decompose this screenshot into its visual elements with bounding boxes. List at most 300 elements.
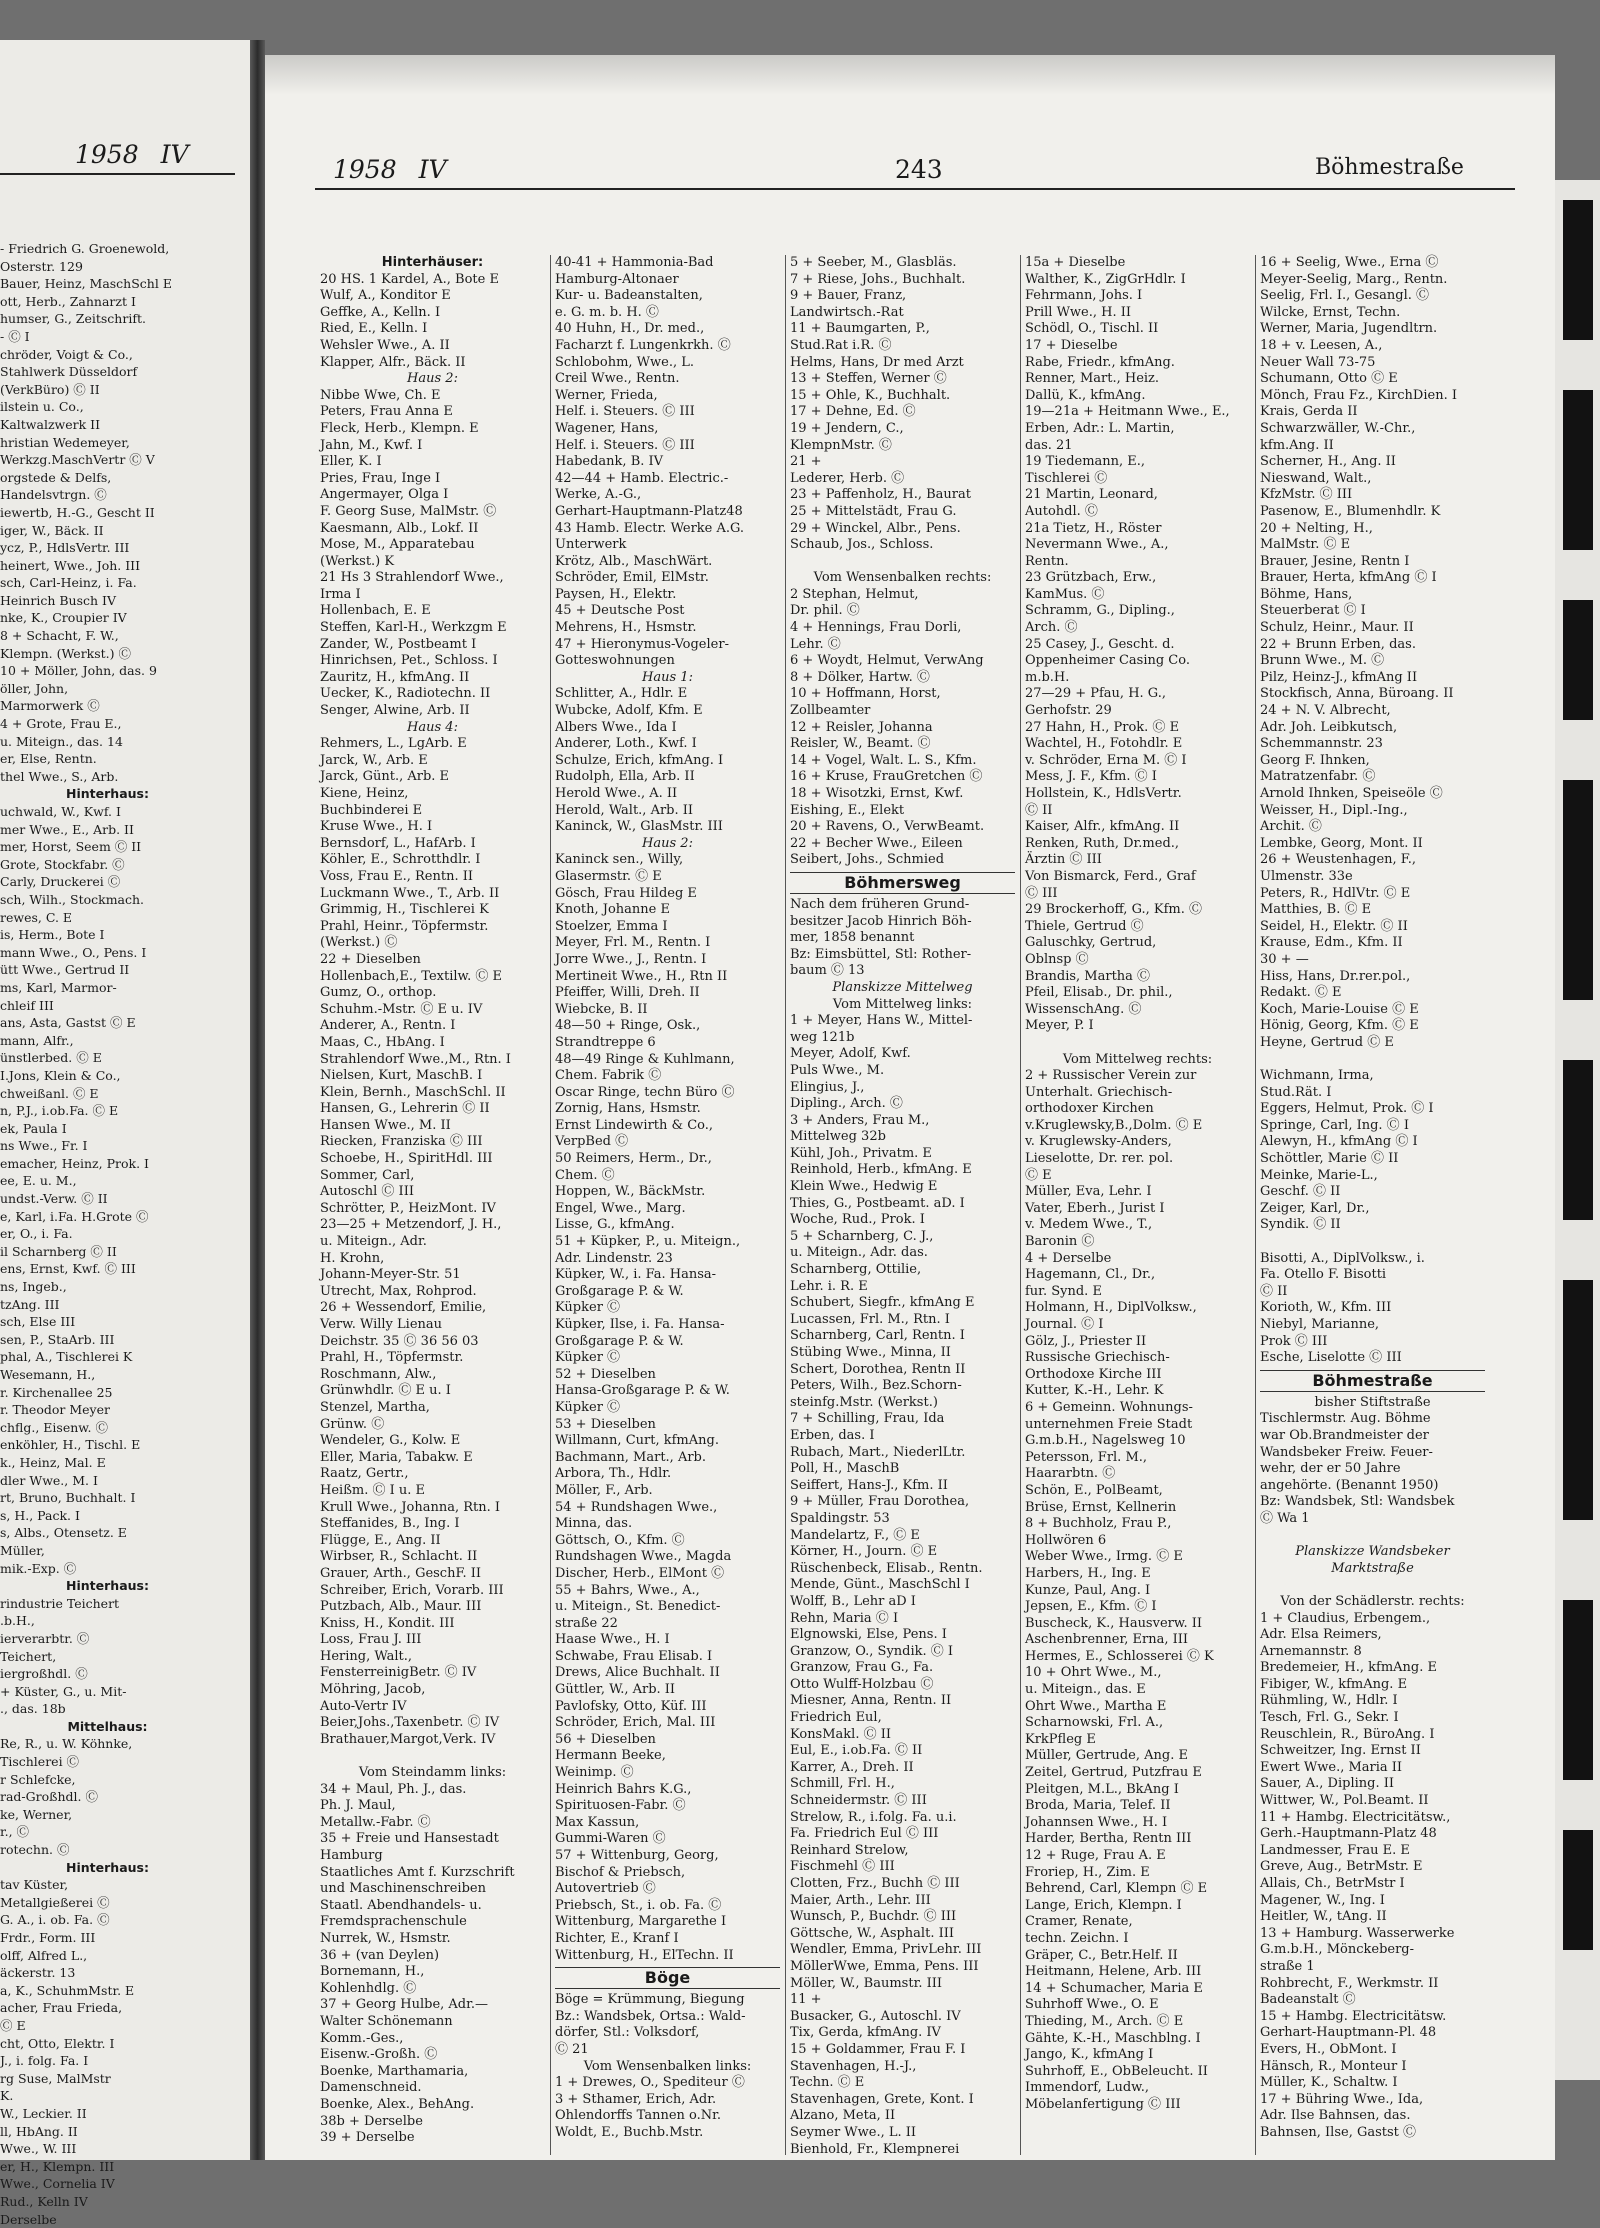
directory-entry: Großgarage P. & W. bbox=[555, 1284, 780, 1301]
directory-entry: Johann-Meyer-Str. 51 bbox=[320, 1267, 545, 1284]
directory-entry: 22 + Brunn Erben, das. bbox=[1260, 637, 1485, 654]
directory-entry: - Ⓒ I bbox=[0, 328, 215, 346]
directory-entry: Ernst Lindewirth & Co., bbox=[555, 1118, 780, 1135]
directory-entry: Rohbrecht, F., Werkmstr. II bbox=[1260, 1976, 1485, 1993]
directory-entry: Elingius, J., bbox=[790, 1080, 1015, 1097]
directory-entry: 6 + Woydt, Helmut, VerwAng bbox=[790, 653, 1015, 670]
directory-entry: K. bbox=[0, 2087, 215, 2105]
directory-entry: Rüschenbeck, Elisab., Rentn. bbox=[790, 1561, 1015, 1578]
section-subheading: Hinterhaus: bbox=[0, 1859, 215, 1877]
directory-entry: nke, K., Croupier IV bbox=[0, 609, 215, 627]
directory-entry: Miesner, Anna, Rentn. II bbox=[790, 1693, 1015, 1710]
directory-entry: und Maschinenschreiben bbox=[320, 1881, 545, 1898]
directory-entry: 19 + Jendern, C., bbox=[790, 421, 1015, 438]
directory-entry: Cramer, Renate, bbox=[1025, 1914, 1250, 1931]
directory-entry: Putzbach, Alb., Maur. III bbox=[320, 1599, 545, 1616]
directory-entry: Scherner, H., Ang. II bbox=[1260, 454, 1485, 471]
directory-entry: Von der Schädlerstr. rechts: bbox=[1260, 1594, 1485, 1611]
directory-entry: Nach dem früheren Grund- bbox=[790, 897, 1015, 914]
left-volume: IV bbox=[161, 140, 189, 169]
column-1 bbox=[320, 255, 545, 2147]
directory-entry: 18 + Wisotzki, Ernst, Kwf. bbox=[790, 786, 1015, 803]
directory-entry: r., Ⓒ bbox=[0, 1823, 215, 1841]
directory-entry: sch, Else III bbox=[0, 1313, 215, 1331]
street-heading: Böge bbox=[555, 1967, 780, 1989]
directory-entry: baum Ⓒ 13 bbox=[790, 963, 1015, 980]
directory-entry: Gerhart-Hauptmann-Platz48 bbox=[555, 504, 780, 521]
left-page bbox=[0, 40, 250, 2160]
directory-entry: Brüse, Ernst, Kellnerin bbox=[1025, 1500, 1250, 1517]
directory-entry: Rudolph, Ella, Arb. II bbox=[555, 769, 780, 786]
directory-entry: Ⓒ II bbox=[1025, 803, 1250, 820]
directory-entry: Magener, W., Ing. I bbox=[1260, 1893, 1485, 1910]
directory-entry: Wichmann, Irma, bbox=[1260, 1068, 1485, 1085]
directory-entry: Werner, Maria, Jugendltrn. bbox=[1260, 321, 1485, 338]
directory-entry: MalMstr. Ⓒ E bbox=[1260, 537, 1485, 554]
directory-entry: techn. Zeichn. I bbox=[1025, 1931, 1250, 1948]
directory-entry: Gösch, Frau Hildeg E bbox=[555, 886, 780, 903]
directory-entry: Lehr. i. R. E bbox=[790, 1279, 1015, 1296]
directory-entry: Walther, K., ZigGrHdlr. I bbox=[1025, 272, 1250, 289]
left-page-header bbox=[75, 140, 189, 169]
directory-entry: Schumann, Otto Ⓒ E bbox=[1260, 371, 1485, 388]
street-heading: Böhmersweg bbox=[790, 872, 1015, 894]
directory-entry: Rundshagen Wwe., Magda bbox=[555, 1549, 780, 1566]
directory-entry: Peters, Frau Anna E bbox=[320, 404, 545, 421]
directory-entry: Brauer, Jesine, Rentn I bbox=[1260, 554, 1485, 571]
directory-entry: ns, Ingeb., bbox=[0, 1278, 215, 1296]
directory-entry: Müller, Gertrude, Ang. E bbox=[1025, 1748, 1250, 1765]
directory-entry: 20 HS. 1 Kardel, A., Bote E bbox=[320, 272, 545, 289]
directory-entry: Gotteswohnungen bbox=[555, 653, 780, 670]
directory-entry: unternehmen Freie Stadt bbox=[1025, 1417, 1250, 1434]
directory-entry: 55 + Bahrs, Wwe., A., bbox=[555, 1583, 780, 1600]
directory-entry: u. Miteign., das. 14 bbox=[0, 733, 215, 751]
directory-entry: 8 + Dölker, Hartw. Ⓒ bbox=[790, 670, 1015, 687]
directory-entry: Klein Wwe., Hedwig E bbox=[790, 1179, 1015, 1196]
directory-entry: angehörte. (Benannt 1950) bbox=[1260, 1478, 1485, 1495]
directory-entry: Schramm, G., Dipling., bbox=[1025, 603, 1250, 620]
directory-entry: hristian Wedemeyer, bbox=[0, 434, 215, 452]
directory-entry: Böge = Krümmung, Biegung bbox=[555, 1992, 780, 2009]
directory-entry: er, O., i. Fa. bbox=[0, 1225, 215, 1243]
directory-entry: Reinhard Strelow, bbox=[790, 1843, 1015, 1860]
directory-entry: Zeitel, Gertrud, Putzfrau E bbox=[1025, 1765, 1250, 1782]
directory-entry: Kohlenhdlg. Ⓒ bbox=[320, 1981, 545, 1998]
directory-entry: Mose, M., Apparatebau bbox=[320, 537, 545, 554]
directory-entry: Prahl, Heinr., Töpfermstr. bbox=[320, 919, 545, 936]
directory-entry: + Küster, G., u. Mit- bbox=[0, 1683, 215, 1701]
directory-entry: Hinrichsen, Pet., Schloss. I bbox=[320, 653, 545, 670]
directory-entry: Hansen, G., Lehrerin Ⓒ II bbox=[320, 1101, 545, 1118]
directory-entry: Ⓒ Wa 1 bbox=[1260, 1511, 1485, 1528]
directory-entry: dler Wwe., M. I bbox=[0, 1472, 215, 1490]
directory-entry: 22 + Becher Wwe., Eileen bbox=[790, 836, 1015, 853]
directory-entry: Brandis, Martha Ⓒ bbox=[1025, 969, 1250, 986]
directory-entry: tav Küster, bbox=[0, 1876, 215, 1894]
directory-entry: Reisler, W., Beamt. Ⓒ bbox=[790, 736, 1015, 753]
directory-entry: Rühmling, W., Hdlr. I bbox=[1260, 1693, 1485, 1710]
directory-entry: Zeiger, Karl, Dr., bbox=[1260, 1201, 1485, 1218]
directory-entry: er, Else, Rentn. bbox=[0, 750, 215, 768]
directory-entry: KfzMstr. Ⓒ III bbox=[1260, 487, 1485, 504]
directory-entry: KrkPfleg E bbox=[1025, 1732, 1250, 1749]
directory-entry: Steffen, Karl-H., Werkzgm E bbox=[320, 620, 545, 637]
directory-entry: Mess, J. F., Kfm. Ⓒ I bbox=[1025, 769, 1250, 786]
directory-entry: ans, Asta, Gastst Ⓒ E bbox=[0, 1014, 215, 1032]
directory-entry: Wubcke, Adolf, Kfm. E bbox=[555, 703, 780, 720]
directory-entry: Köhler, E., Schrotthdlr. I bbox=[320, 852, 545, 869]
right-page bbox=[265, 55, 1555, 2160]
directory-entry bbox=[1260, 1528, 1485, 1545]
directory-entry: olff, Alfred L., bbox=[0, 1947, 215, 1965]
directory-entry: Schweitzer, Ing. Ernst II bbox=[1260, 1743, 1485, 1760]
directory-entry: Heyne, Gertrud Ⓒ E bbox=[1260, 1035, 1485, 1052]
directory-entry: Krause, Edm., Kfm. II bbox=[1260, 935, 1485, 952]
directory-entry: u. Miteign., Adr. bbox=[320, 1234, 545, 1251]
directory-entry: Mittelweg 32b bbox=[790, 1129, 1015, 1146]
directory-entry: W., Leckier. II bbox=[0, 2105, 215, 2123]
directory-entry: Schneidermstr. Ⓒ III bbox=[790, 1793, 1015, 1810]
directory-entry: Boenke, Marthamaria, bbox=[320, 2064, 545, 2081]
directory-entry: Arbora, Th., Hdlr. bbox=[555, 1466, 780, 1483]
directory-entry: 3 + Sthamer, Erich, Adr. bbox=[555, 2092, 780, 2109]
directory-entry: Herold, Walt., Arb. II bbox=[555, 803, 780, 820]
directory-entry: äckerstr. 13 bbox=[0, 1964, 215, 1982]
directory-entry: Pfeiffer, Willi, Dreh. II bbox=[555, 985, 780, 1002]
directory-entry: 38b + Derselbe bbox=[320, 2114, 545, 2131]
directory-entry: G.m.b.H., Nagelsweg 10 bbox=[1025, 1433, 1250, 1450]
directory-entry: Autoschl Ⓒ III bbox=[320, 1184, 545, 1201]
directory-entry: a, K., SchuhmMstr. E bbox=[0, 1982, 215, 2000]
left-header-rule bbox=[0, 173, 235, 175]
directory-entry: chflg., Eisenw. Ⓒ bbox=[0, 1419, 215, 1437]
directory-entry: Prill Wwe., H. II bbox=[1025, 305, 1250, 322]
edge-mark bbox=[1563, 1060, 1593, 1220]
directory-entry: humser, G., Zeitschrift. bbox=[0, 310, 215, 328]
directory-entry: Müller, K., Schaltw. I bbox=[1260, 2075, 1485, 2092]
directory-entry: Heinrich Busch IV bbox=[0, 592, 215, 610]
directory-entry: Hoppen, W., BäckMstr. bbox=[555, 1184, 780, 1201]
directory-entry: Nieswand, Walt., bbox=[1260, 471, 1485, 488]
directory-entry: Wendeler, G., Kolw. E bbox=[320, 1433, 545, 1450]
directory-entry: Wulf, A., Konditor E bbox=[320, 288, 545, 305]
directory-entry: Jarck, W., Arb. E bbox=[320, 753, 545, 770]
directory-entry: Ärztin Ⓒ III bbox=[1025, 852, 1250, 869]
directory-entry: Grote, Stockfabr. Ⓒ bbox=[0, 856, 215, 874]
directory-entry: Facharzt f. Lungenkrkh. Ⓒ bbox=[555, 338, 780, 355]
directory-entry: Seidel, H., Elektr. Ⓒ II bbox=[1260, 919, 1485, 936]
directory-entry: Frdr., Form. III bbox=[0, 1929, 215, 1947]
directory-entry: 21 Hs 3 Strahlendorf Wwe., bbox=[320, 570, 545, 587]
street-heading: Böhmestraße bbox=[1260, 1370, 1485, 1392]
directory-entry: Autohdl. Ⓒ bbox=[1025, 504, 1250, 521]
directory-entry: il Scharnberg Ⓒ II bbox=[0, 1243, 215, 1261]
directory-entry: cht, Otto, Elektr. I bbox=[0, 2035, 215, 2053]
directory-entry: 57 + Wittenburg, Georg, bbox=[555, 1848, 780, 1865]
directory-entry: Dallü, K., kfmAng. bbox=[1025, 388, 1250, 405]
directory-entry: Kaninck, W., GlasMstr. III bbox=[555, 819, 780, 836]
directory-entry: Loss, Frau J. III bbox=[320, 1632, 545, 1649]
directory-entry: Eisenw.-Großh. Ⓒ bbox=[320, 2047, 545, 2064]
directory-entry: Ⓒ E bbox=[1025, 1168, 1250, 1185]
directory-entry: 26 + Wessendorf, Emilie, bbox=[320, 1300, 545, 1317]
directory-entry: Küpker Ⓒ bbox=[555, 1400, 780, 1417]
directory-entry: u. Miteign., St. Benedict- bbox=[555, 1599, 780, 1616]
directory-entry: Wehsler Wwe., A. II bbox=[320, 338, 545, 355]
directory-entry: Scharnberg, Carl, Rentn. I bbox=[790, 1328, 1015, 1345]
edge-mark bbox=[1563, 1830, 1593, 1950]
directory-entry: 22 + Dieselben bbox=[320, 952, 545, 969]
directory-entry: Wiebcke, B. II bbox=[555, 1002, 780, 1019]
directory-entry: Schert, Dorothea, Rentn II bbox=[790, 1362, 1015, 1379]
directory-entry: undst.-Verw. Ⓒ II bbox=[0, 1190, 215, 1208]
directory-entry: Froriep, H., Zim. E bbox=[1025, 1865, 1250, 1882]
directory-entry: thel Wwe., S., Arb. bbox=[0, 768, 215, 786]
directory-entry: Buchbinderei E bbox=[320, 803, 545, 820]
directory-entry: Wittenburg, H., ElTechn. II bbox=[555, 1948, 780, 1965]
directory-entry: Ohlendorffs Tannen o.Nr. bbox=[555, 2108, 780, 2125]
directory-entry: Gerhart-Hauptmann-Pl. 48 bbox=[1260, 2025, 1485, 2042]
directory-entry: 16 + Kruse, FrauGretchen Ⓒ bbox=[790, 769, 1015, 786]
directory-entry: Bachmann, Mart., Arb. bbox=[555, 1450, 780, 1467]
directory-entry: WissenschAng. Ⓒ bbox=[1025, 1002, 1250, 1019]
directory-entry: Pavlofsky, Otto, Küf. III bbox=[555, 1699, 780, 1716]
directory-entry: Russische Griechisch- bbox=[1025, 1350, 1250, 1367]
column-4 bbox=[1025, 255, 1250, 2114]
directory-entry: Marmorwerk Ⓒ bbox=[0, 697, 215, 715]
directory-entry: Wunsch, P., Buchdr. Ⓒ III bbox=[790, 1909, 1015, 1926]
directory-entry: besitzer Jacob Hinrich Böh- bbox=[790, 914, 1015, 931]
directory-entry: sen, P., StaArb. III bbox=[0, 1331, 215, 1349]
directory-entry: Hamburg-Altonaer bbox=[555, 272, 780, 289]
directory-entry: e. G. m. b. H. Ⓒ bbox=[555, 305, 780, 322]
directory-entry: Jorre Wwe., J., Rentn. I bbox=[555, 952, 780, 969]
directory-entry: Rubach, Mart., NiederlLtr. bbox=[790, 1445, 1015, 1462]
directory-entry: 1 + Drewes, O., Spediteur Ⓒ bbox=[555, 2075, 780, 2092]
directory-entry: Bornemann, H., bbox=[320, 1964, 545, 1981]
directory-entry: Paysen, H., Elektr. bbox=[555, 587, 780, 604]
directory-entry: Richter, E., Kranf I bbox=[555, 1931, 780, 1948]
page-number: 243 bbox=[895, 155, 943, 184]
directory-entry: Wirbser, R., Schlacht. II bbox=[320, 1549, 545, 1566]
directory-entry: 17 + Dehne, Ed. Ⓒ bbox=[790, 404, 1015, 421]
directory-entry: Schubert, Siegfr., kfmAng E bbox=[790, 1295, 1015, 1312]
left-year: 1958 bbox=[75, 140, 139, 169]
directory-entry: Seibert, Johs., Schmied bbox=[790, 852, 1015, 869]
directory-entry: v. Medem Wwe., T., bbox=[1025, 1217, 1250, 1234]
directory-entry: 29 Brockerhoff, G., Kfm. Ⓒ bbox=[1025, 902, 1250, 919]
directory-entry: Haase Wwe., H. I bbox=[555, 1632, 780, 1649]
directory-entry: ., das. 18b bbox=[0, 1700, 215, 1718]
directory-entry: Knoth, Johanne E bbox=[555, 902, 780, 919]
directory-entry: Schwarzwäller, W.-Chr., bbox=[1260, 421, 1485, 438]
directory-entry: Otto Wulff-Holzbau Ⓒ bbox=[790, 1677, 1015, 1694]
directory-entry: 25 Casey, J., Gescht. d. bbox=[1025, 637, 1250, 654]
directory-entry: Kühl, Joh., Privatm. E bbox=[790, 1146, 1015, 1163]
directory-entry: Herold Wwe., A. II bbox=[555, 786, 780, 803]
directory-entry: Krötz, Alb., MaschWärt. bbox=[555, 554, 780, 571]
directory-entry: 48—49 Ringe & Kuhlmann, bbox=[555, 1052, 780, 1069]
directory-entry: Eggers, Helmut, Prok. Ⓒ I bbox=[1260, 1101, 1485, 1118]
directory-entry: fur. Synd. E bbox=[1025, 1284, 1250, 1301]
directory-entry: Matratzenfabr. Ⓒ bbox=[1260, 769, 1485, 786]
directory-entry: Hönig, Georg, Kfm. Ⓒ E bbox=[1260, 1018, 1485, 1035]
directory-entry: k., Heinz, Mal. E bbox=[0, 1454, 215, 1472]
directory-entry: Schoebe, H., SpiritHdl. III bbox=[320, 1151, 545, 1168]
directory-entry: Neuer Wall 73-75 bbox=[1260, 355, 1485, 372]
directory-entry: Haus 2: bbox=[320, 371, 545, 388]
directory-entry: Suhrhoff Wwe., O. E bbox=[1025, 1997, 1250, 2014]
directory-entry: Habedank, B. IV bbox=[555, 454, 780, 471]
directory-entry: Tischlerei Ⓒ bbox=[0, 1753, 215, 1771]
directory-entry: Staatliches Amt f. Kurzschrift bbox=[320, 1865, 545, 1882]
directory-entry: Mandelartz, F., Ⓒ E bbox=[790, 1528, 1015, 1545]
directory-entry: Göttsch, O., Kfm. Ⓒ bbox=[555, 1533, 780, 1550]
directory-entry: Steuerberat Ⓒ I bbox=[1260, 603, 1485, 620]
directory-entry: Schrötter, P., HeizMont. IV bbox=[320, 1201, 545, 1218]
directory-entry: Georg F. Ihnken, bbox=[1260, 753, 1485, 770]
directory-entry: Hiss, Hans, Dr.rer.pol., bbox=[1260, 969, 1485, 986]
directory-entry: Lehr. Ⓒ bbox=[790, 637, 1015, 654]
directory-entry: Müller, Eva, Lehr. I bbox=[1025, 1184, 1250, 1201]
directory-entry: 40-41 + Hammonia-Bad bbox=[555, 255, 780, 272]
directory-entry: Krull Wwe., Johanna, Rtn. I bbox=[320, 1500, 545, 1517]
directory-entry: Grünw. Ⓒ bbox=[320, 1417, 545, 1434]
directory-entry: ierverarbtr. Ⓒ bbox=[0, 1630, 215, 1648]
directory-entry: Journal. Ⓒ I bbox=[1025, 1317, 1250, 1334]
directory-entry: Wwe., W. III bbox=[0, 2140, 215, 2158]
directory-entry: Fa. Otello F. Bisotti bbox=[1260, 1267, 1485, 1284]
directory-entry: Fehrmann, Johs. I bbox=[1025, 288, 1250, 305]
directory-entry: ott, Herb., Zahnarzt I bbox=[0, 293, 215, 311]
directory-entry: Fremdsprachenschule bbox=[320, 1914, 545, 1931]
directory-entry: Niebyl, Marianne, bbox=[1260, 1317, 1485, 1334]
directory-entry: 3 + Anders, Frau M., bbox=[790, 1113, 1015, 1130]
directory-entry: 54 + Rundshagen Wwe., bbox=[555, 1500, 780, 1517]
directory-entry: Schlitter, A., Hdlr. E bbox=[555, 686, 780, 703]
directory-entry: Karrer, A., Dreh. II bbox=[790, 1760, 1015, 1777]
book-gutter bbox=[250, 40, 265, 2160]
directory-entry: Aschenbrenner, Erna, III bbox=[1025, 1632, 1250, 1649]
directory-entry: Jarck, Günt., Arb. E bbox=[320, 769, 545, 786]
directory-entry: Wilcke, Ernst, Techn. bbox=[1260, 305, 1485, 322]
directory-entry: Busacker, G., Autoschl. IV bbox=[790, 2009, 1015, 2026]
directory-entry: ilstein u. Co., bbox=[0, 398, 215, 416]
directory-entry: 26 + Weustenhagen, F., bbox=[1260, 852, 1485, 869]
directory-entry: 17 + Dieselbe bbox=[1025, 338, 1250, 355]
directory-entry: Archit. Ⓒ bbox=[1260, 819, 1485, 836]
directory-entry: Kaesmann, Alb., Lokf. II bbox=[320, 521, 545, 538]
left-column bbox=[0, 240, 215, 2228]
directory-entry: Möller, F., Arb. bbox=[555, 1483, 780, 1500]
directory-entry: Osterstr. 129 bbox=[0, 258, 215, 276]
directory-entry: Buscheck, K., Hausverw. II bbox=[1025, 1616, 1250, 1633]
directory-entry: Techn. Ⓒ E bbox=[790, 2075, 1015, 2092]
directory-entry: 5 + Seeber, M., Glasbläs. bbox=[790, 255, 1015, 272]
directory-entry: Scharnowski, Frl. A., bbox=[1025, 1715, 1250, 1732]
directory-entry: Allais, Ch., BetrMstr I bbox=[1260, 1876, 1485, 1893]
directory-entry: Schödl, O., Tischl. II bbox=[1025, 321, 1250, 338]
directory-entry: 2 Stephan, Helmut, bbox=[790, 587, 1015, 604]
directory-entry: Fischmehl Ⓒ III bbox=[790, 1859, 1015, 1876]
directory-entry: FensterreinigBetr. Ⓒ IV bbox=[320, 1665, 545, 1682]
directory-entry: Schröder, Erich, Mal. III bbox=[555, 1715, 780, 1732]
directory-entry: Wachtel, H., Fotohdlr. E bbox=[1025, 736, 1250, 753]
directory-entry: Tix, Gerda, kfmAng. IV bbox=[790, 2025, 1015, 2042]
directory-entry: Carly, Druckerei Ⓒ bbox=[0, 873, 215, 891]
page-shadow bbox=[265, 55, 1555, 95]
directory-entry: Kaiser, Alfr., kfmAng. II bbox=[1025, 819, 1250, 836]
directory-entry: Adr. Joh. Leibkutsch, bbox=[1260, 720, 1485, 737]
directory-entry: 35 + Freie und Hansestadt bbox=[320, 1831, 545, 1848]
directory-entry: Haus 4: bbox=[320, 720, 545, 737]
directory-entry: Thiele, Gertrud Ⓒ bbox=[1025, 919, 1250, 936]
directory-entry: Evers, H., ObMont. I bbox=[1260, 2042, 1485, 2059]
directory-entry: Zauritz, H., kfmAng. II bbox=[320, 670, 545, 687]
directory-entry: Hagemann, Cl., Dr., bbox=[1025, 1267, 1250, 1284]
directory-entry: Steffanides, B., Ing. I bbox=[320, 1516, 545, 1533]
directory-entry: Stübing Wwe., Minna, II bbox=[790, 1345, 1015, 1362]
directory-entry: Galuschky, Gertrud, bbox=[1025, 935, 1250, 952]
directory-entry: Auto-Vertr IV bbox=[320, 1699, 545, 1716]
directory-entry: 1 + Claudius, Erbengem., bbox=[1260, 1611, 1485, 1628]
directory-entry: 10 + Hoffmann, Horst, bbox=[790, 686, 1015, 703]
directory-entry: Stud.Rat i.R. Ⓒ bbox=[790, 338, 1015, 355]
directory-entry: Wittwer, W., Pol.Beamt. II bbox=[1260, 1793, 1485, 1810]
directory-entry: Seelig, Frl. I., Gesangl. Ⓒ bbox=[1260, 288, 1485, 305]
column-divider bbox=[1255, 255, 1256, 2155]
directory-entry: Brathauer,Margot,Verk. IV bbox=[320, 1732, 545, 1749]
directory-entry: Spirituosen-Fabr. Ⓒ bbox=[555, 1798, 780, 1815]
directory-entry: Thieding, M., Arch. Ⓒ E bbox=[1025, 2014, 1250, 2031]
directory-entry: Küpker Ⓒ bbox=[555, 1350, 780, 1367]
directory-entry: Pleitgen, M.L., BkAng I bbox=[1025, 1782, 1250, 1799]
directory-entry: Flügge, E., Ang. II bbox=[320, 1533, 545, 1550]
directory-entry: Bredemeier, H., kfmAng. E bbox=[1260, 1660, 1485, 1677]
directory-entry: Ried, E., Kelln. I bbox=[320, 321, 545, 338]
directory-entry: Pries, Frau, Inge I bbox=[320, 471, 545, 488]
directory-entry: Scharnberg, Ottilie, bbox=[790, 1262, 1015, 1279]
directory-entry: Möhring, Jacob, bbox=[320, 1682, 545, 1699]
directory-entry: Meyer-Seelig, Marg., Rentn. bbox=[1260, 272, 1485, 289]
directory-entry: Eller, Maria, Tabakw. E bbox=[320, 1450, 545, 1467]
directory-entry: v.Kruglewsky,B.,Dolm. Ⓒ E bbox=[1025, 1118, 1250, 1135]
directory-entry: Elgnowski, Else, Pens. I bbox=[790, 1627, 1015, 1644]
directory-entry: Grimmig, H., Tischlerei K bbox=[320, 902, 545, 919]
directory-entry: Schaub, Jos., Schloss. bbox=[790, 537, 1015, 554]
directory-entry: 5 + Scharnberg, C. J., bbox=[790, 1229, 1015, 1246]
directory-entry bbox=[1260, 1577, 1485, 1594]
directory-entry: Brunn Wwe., M. Ⓒ bbox=[1260, 653, 1485, 670]
directory-entry: 24 + N. V. Albrecht, bbox=[1260, 703, 1485, 720]
section-subheading: Hinterhäuser: bbox=[320, 255, 545, 272]
directory-entry: H. Krohn, bbox=[320, 1251, 545, 1268]
directory-entry: Strahlendorf Wwe.,M., Rtn. I bbox=[320, 1052, 545, 1069]
directory-entry: F. Georg Suse, MalMstr. Ⓒ bbox=[320, 504, 545, 521]
directory-entry: r. Theodor Meyer bbox=[0, 1401, 215, 1419]
directory-entry: Hermes, E., Schlosserei Ⓒ K bbox=[1025, 1649, 1250, 1666]
directory-entry: Vom Steindamm links: bbox=[320, 1765, 545, 1782]
directory-entry: Sommer, Carl, bbox=[320, 1168, 545, 1185]
directory-entry: Güttler, W., Arb. II bbox=[555, 1682, 780, 1699]
directory-entry: orthodoxer Kirchen bbox=[1025, 1101, 1250, 1118]
section-subheading: Hinterhaus: bbox=[0, 1577, 215, 1595]
directory-entry: Mehrens, H., Hsmstr. bbox=[555, 620, 780, 637]
directory-entry: Verw. Willy Lienau bbox=[320, 1317, 545, 1334]
directory-entry: Gumz, O., orthop. bbox=[320, 985, 545, 1002]
directory-entry: Peters, R., HdlVtr. Ⓒ E bbox=[1260, 886, 1485, 903]
